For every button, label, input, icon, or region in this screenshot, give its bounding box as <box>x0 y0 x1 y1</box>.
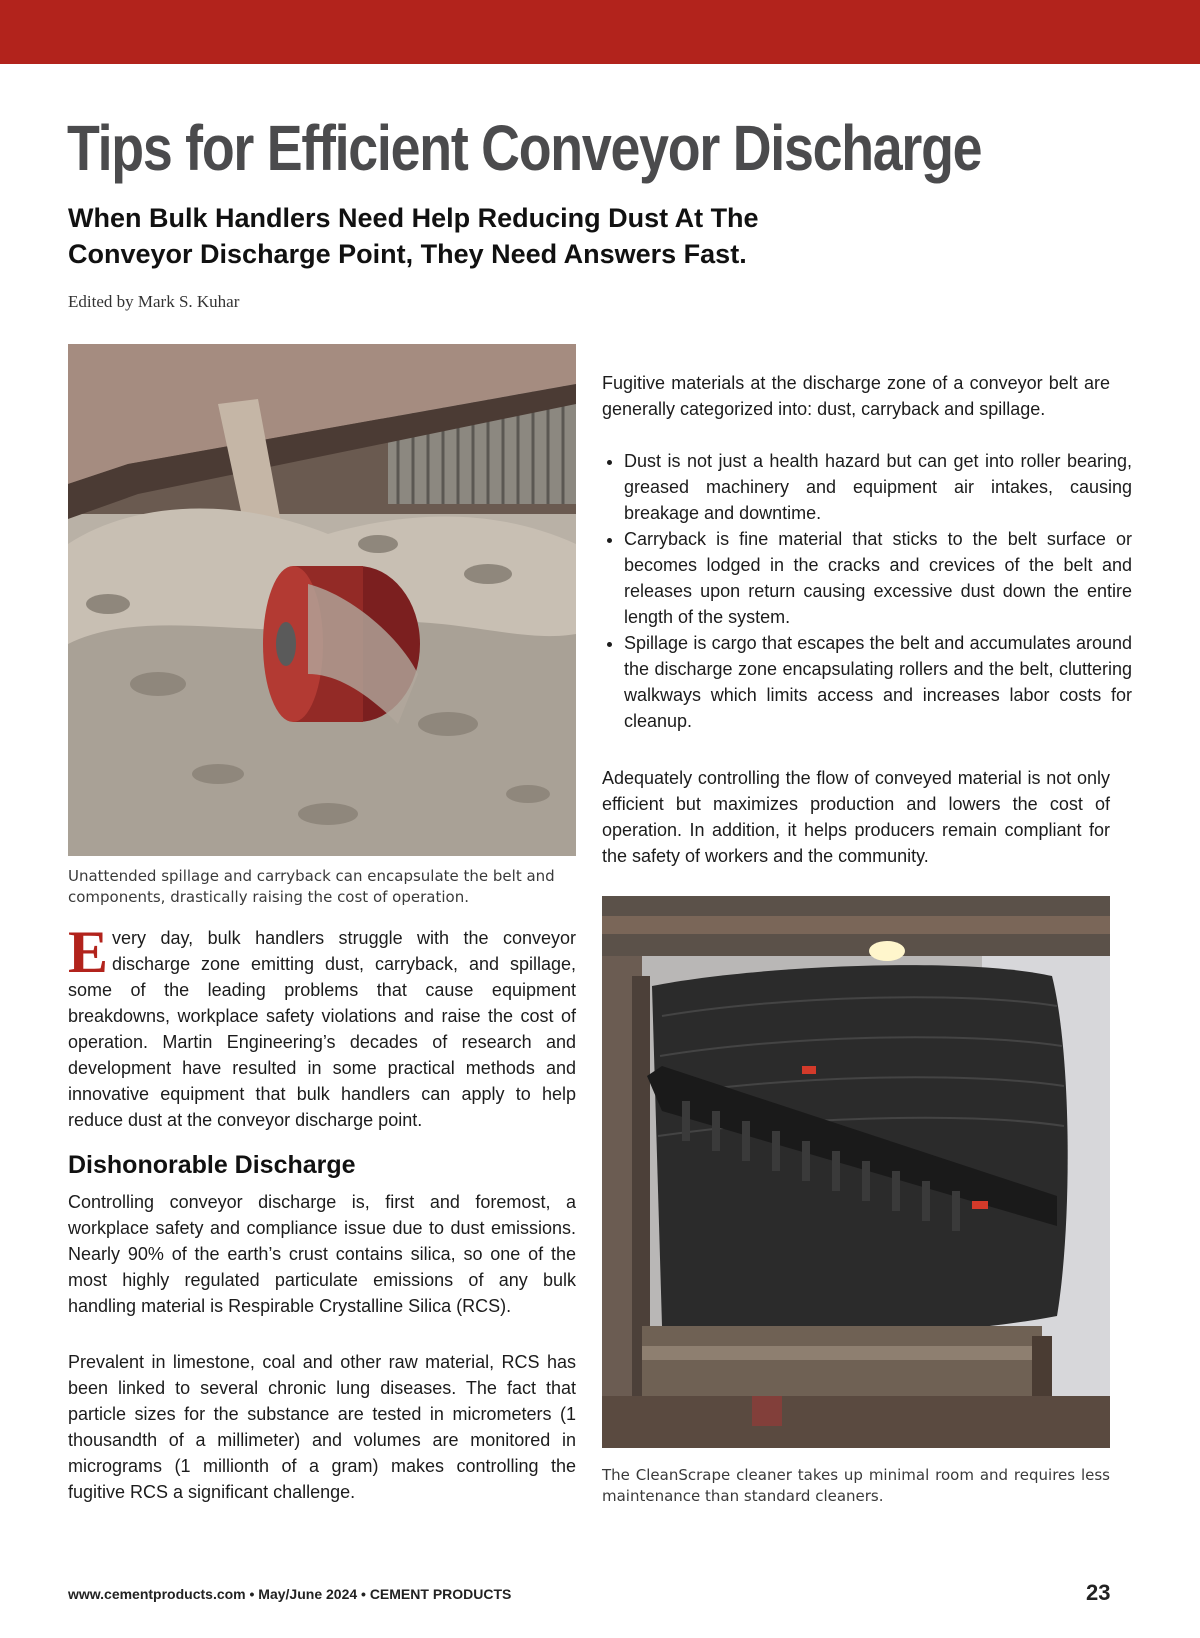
article-subtitle: When Bulk Handlers Need Help Reducing Dust At The Conveyor Discharge Point, They Need Answers Fast. <box>68 203 759 269</box>
right-closing-paragraph: Adequately controlling the flow of conveyed material is not only efficient but maximizes production and lowers the cost of operation. In addition, it helps producers remain compliant for the safety of workers and the community. <box>602 768 1110 866</box>
spillage-photo <box>68 344 576 856</box>
paragraph-silica: Controlling conveyor discharge is, first and foremost, a workplace safety and compliance issue due to dust emissions. Nearly 90% of the earth’s crust contains silica, so one of the most highly regulated particulate emissions of any bulk handling material is Respirable Crystalline Silica (RCS). <box>68 1192 576 1316</box>
intro-paragraph <box>68 919 576 1133</box>
list-item: • Dust is not just a health hazard but can get into roller bearing, greased machinery and equipment air intakes, causing breakage and downtime. <box>624 448 1132 526</box>
paragraph-rcs: Prevalent in limestone, coal and other raw material, RCS has been linked to several chronic lung diseases. The fact that particle sizes for the substance are tested in micrometers (1 thousandth of a millimeter) and volumes are monitored in micrograms (1 millionth of a gram) makes controlling the fugitive RCS a significant challenge. <box>68 1352 576 1502</box>
cleanscrape-photo-illustration <box>602 896 1110 1448</box>
footer-publication-info: www.cementproducts.com • May/June 2024 • CEMENT PRODUCTS <box>68 1586 512 1602</box>
section-heading: Dishonorable Discharge <box>68 1151 356 1179</box>
cleanscrape-photo <box>602 896 1110 1448</box>
fugitive-materials-list <box>602 448 1132 734</box>
byline: Edited by Mark S. Kuhar <box>68 292 240 311</box>
page-number: 23 <box>1086 1580 1111 1605</box>
intro-text: very day, bulk handlers struggle with the conveyor discharge zone emitting dust, carryback, and spillage, some of the leading problems that cause equipment breakdowns, workplace safety violations and raise the cost of operation. Martin Engineering’s decades of research and development have resulted in some practical methods and innovative equipment that bulk handlers can apply to help reduce dust at the conveyor discharge point. <box>68 928 576 1130</box>
spillage-photo-illustration <box>68 344 576 856</box>
cleanscrape-photo-caption: The CleanScrape cleaner takes up minimal room and requires less maintenance than standard cleaners. <box>602 1466 1110 1505</box>
list-item: • Spillage is cargo that escapes the belt and accumulates around the discharge zone encapsulating rollers and the belt, cluttering walkways which limits access and increases labor costs for cleanup. <box>624 630 1132 734</box>
top-color-bar <box>0 0 1200 64</box>
spillage-photo-caption: Unattended spillage and carryback can encapsulate the belt and components, drastically raising the cost of operation. <box>68 867 555 906</box>
article-title: Tips for Efficient Conveyor Discharge <box>67 112 982 184</box>
dropcap: E <box>68 919 109 985</box>
right-intro-paragraph: Fugitive materials at the discharge zone of a conveyor belt are generally categorized into: dust, carryback and spillage. <box>602 373 1110 419</box>
list-item: • Carryback is fine material that sticks to the belt surface or becomes lodged in the cracks and crevices of the belt and releases upon return causing excessive dust down the entire length of the system. <box>624 526 1132 630</box>
